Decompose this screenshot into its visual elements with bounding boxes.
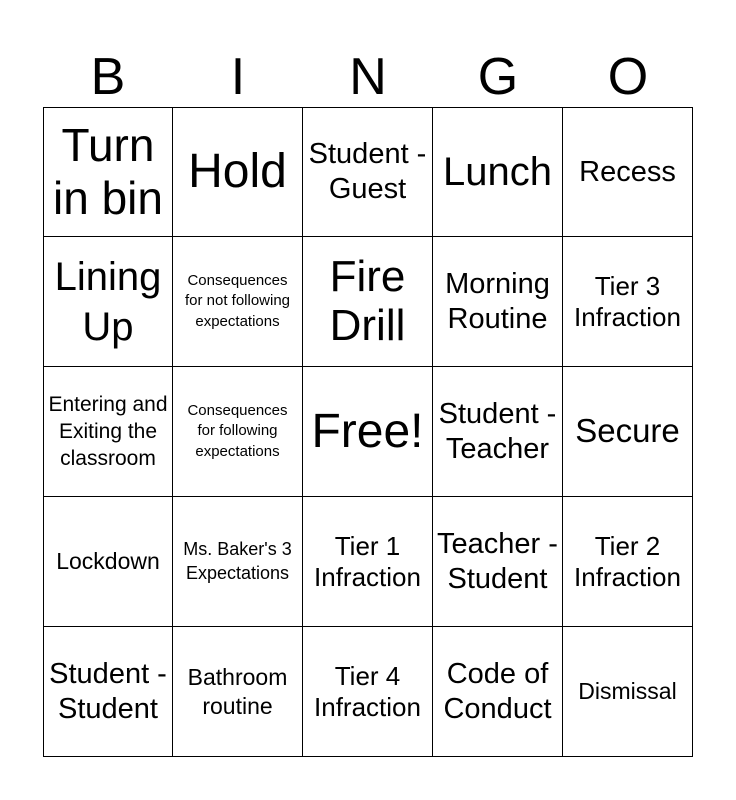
bingo-cell[interactable] xyxy=(303,497,433,627)
bingo-cell[interactable] xyxy=(43,367,173,497)
cell-text: Lockdown xyxy=(56,548,160,575)
cell-text: Dismissal xyxy=(578,678,677,705)
bingo-cell[interactable] xyxy=(173,107,303,237)
header-letter-n: N xyxy=(349,48,387,106)
cell-text: Free! xyxy=(311,404,424,458)
cell-text: Student - Teacher xyxy=(438,397,557,465)
cell-text: Entering and Exiting the classroom xyxy=(48,392,168,471)
cell-text: Hold xyxy=(188,145,287,198)
bingo-cell[interactable] xyxy=(173,627,303,757)
cell-text: Secure xyxy=(575,412,680,450)
bingo-header xyxy=(43,44,693,106)
bingo-board xyxy=(43,107,693,757)
cell-text: Recess xyxy=(579,155,676,188)
bingo-cell[interactable] xyxy=(433,367,563,497)
cell-text: Bathroom routine xyxy=(187,663,288,719)
bingo-cell[interactable] xyxy=(563,107,693,237)
bingo-cell[interactable] xyxy=(173,367,303,497)
bingo-cell[interactable] xyxy=(173,237,303,367)
cell-text: Lining Up xyxy=(54,254,162,349)
cell-text: Tier 2 Infraction xyxy=(574,530,681,592)
bingo-cell[interactable] xyxy=(173,497,303,627)
header-letter-i: I xyxy=(230,48,246,106)
bingo-cell[interactable] xyxy=(433,497,563,627)
cell-text: Morning Routine xyxy=(445,267,550,335)
cell-text: Code of Conduct xyxy=(443,657,552,725)
bingo-cell[interactable] xyxy=(563,237,693,367)
bingo-cell[interactable] xyxy=(43,627,173,757)
cell-text: Tier 4 Infraction xyxy=(314,660,421,722)
cell-text: Consequences for following expectations xyxy=(187,402,288,460)
cell-text: Consequences for not following expectations xyxy=(184,272,291,330)
cell-text: Student - Student xyxy=(49,657,167,725)
cell-text: Teacher - Student xyxy=(437,527,558,595)
bingo-cell[interactable] xyxy=(43,497,173,627)
cell-text: Fire Drill xyxy=(329,252,406,350)
cell-text: Ms. Baker's 3 Expectations xyxy=(183,539,292,583)
cell-text: Tier 1 Infraction xyxy=(314,530,421,592)
bingo-cell[interactable] xyxy=(303,237,433,367)
cell-text: Student - Guest xyxy=(308,138,427,205)
cell-text: Lunch xyxy=(443,150,552,194)
bingo-cell[interactable] xyxy=(303,107,433,237)
bingo-cell[interactable] xyxy=(433,237,563,367)
header-letter-b: B xyxy=(90,48,126,106)
bingo-cell[interactable] xyxy=(563,367,693,497)
bingo-cell[interactable] xyxy=(433,107,563,237)
bingo-cell[interactable] xyxy=(43,107,173,237)
header-letter-o: O xyxy=(607,48,649,106)
bingo-cell[interactable] xyxy=(43,237,173,367)
bingo-cell[interactable] xyxy=(563,627,693,757)
cell-text: Tier 3 Infraction xyxy=(574,270,681,332)
bingo-cell[interactable] xyxy=(303,627,433,757)
bingo-cell[interactable] xyxy=(563,497,693,627)
cell-text: Turn in bin xyxy=(53,119,163,224)
header-letter-g: G xyxy=(477,48,519,106)
bingo-cell[interactable] xyxy=(433,627,563,757)
bingo-cell[interactable] xyxy=(303,367,433,497)
